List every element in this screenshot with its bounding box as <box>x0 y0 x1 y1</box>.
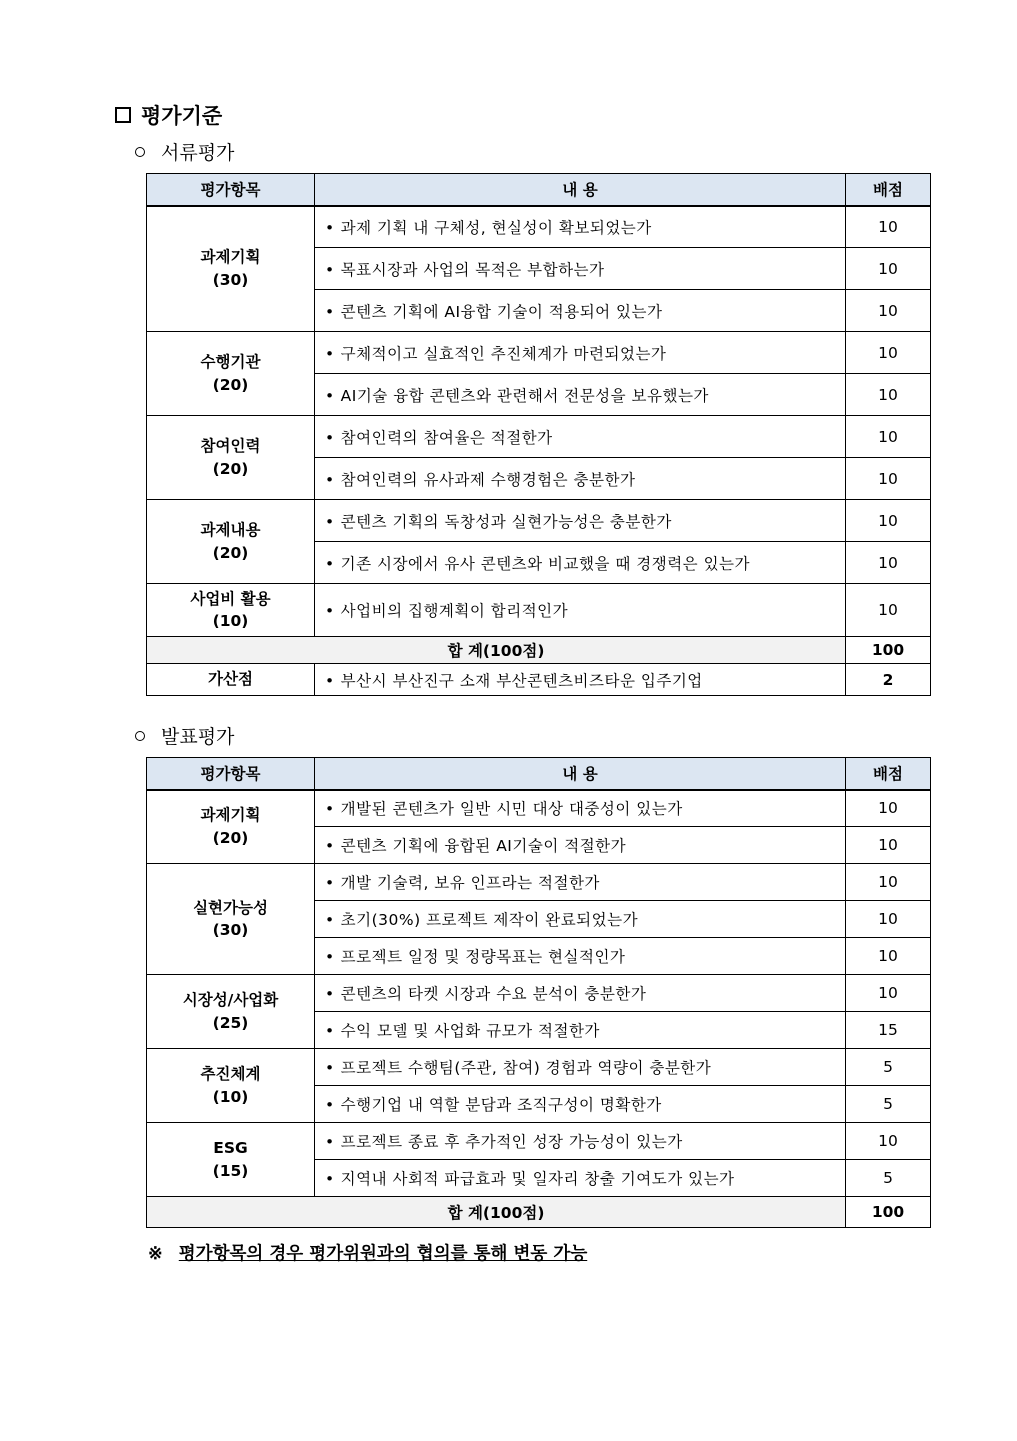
criterion-cell <box>315 206 846 248</box>
bullet-icon: • <box>325 470 335 489</box>
criterion-cell <box>315 1012 846 1049</box>
score-cell: 5 <box>846 1049 931 1086</box>
criterion-text: 초기(30%) 프로젝트 제작이 완료되었는가 <box>340 911 639 929</box>
criterion-text: 기존 시장에서 유사 콘텐츠와 비교했을 때 경쟁력은 있는가 <box>340 554 750 573</box>
score-cell: 10 <box>846 332 931 374</box>
table-row <box>147 790 931 827</box>
category-points: (20) <box>212 543 249 562</box>
section-title-text: 평가기준 <box>141 103 223 128</box>
bullet-icon: • <box>325 948 335 966</box>
score-cell: 10 <box>846 248 931 290</box>
score-cell: 10 <box>846 827 931 864</box>
criterion-cell <box>315 827 846 864</box>
table-row <box>147 975 931 1012</box>
table-row <box>147 1123 931 1160</box>
category-points: (25) <box>212 1013 249 1032</box>
criterion-text: 지역내 사회적 파급효과 및 일자리 창출 기여도가 있는가 <box>340 1170 735 1188</box>
criterion-cell <box>315 458 846 500</box>
category-cell <box>147 975 315 1049</box>
table-row <box>147 1049 931 1086</box>
score-cell: 10 <box>846 416 931 458</box>
category-points: (20) <box>212 828 249 847</box>
criterion-cell <box>315 290 846 332</box>
criterion-text: 콘텐츠 기획에 융합된 AI기술이 적절한가 <box>340 837 627 855</box>
category-name: 참여인력 <box>200 437 261 456</box>
bullet-icon: • <box>325 1170 335 1188</box>
bonus-row <box>147 664 931 696</box>
bonus-name: 가산점 <box>147 664 315 696</box>
criterion-text: 콘텐츠의 타켓 시장과 수요 분석이 충분한가 <box>340 985 647 1003</box>
bullet-icon: • <box>325 554 335 573</box>
criterion-text: 프로젝트 일정 및 정량목표는 현실적인가 <box>340 948 626 966</box>
bullet-icon: • <box>325 985 335 1003</box>
category-cell <box>147 500 315 584</box>
note-text: 평가항목의 경우 평가위원과의 협의를 통해 변동 가능 <box>178 1244 588 1264</box>
category-name: 사업비 활용 <box>190 589 271 608</box>
criterion-cell <box>315 416 846 458</box>
category-points: (20) <box>212 459 249 478</box>
criterion-cell <box>315 1123 846 1160</box>
category-name: 추진체계 <box>200 1065 261 1084</box>
bullet-icon: • <box>325 671 335 690</box>
criterion-text: 수행기업 내 역할 분담과 조직구성이 명확한가 <box>340 1096 662 1114</box>
criterion-text: 프로젝트 종료 후 추가적인 성장 가능성이 있는가 <box>340 1133 683 1151</box>
bullet-icon: • <box>325 344 335 363</box>
total-label: 합 계(100점) <box>147 637 846 664</box>
score-cell: 10 <box>846 975 931 1012</box>
table-header-row <box>147 174 931 206</box>
total-label: 합 계(100점) <box>147 1197 846 1228</box>
score-cell: 10 <box>846 206 931 248</box>
criterion-cell <box>315 542 846 584</box>
criterion-cell <box>315 332 846 374</box>
bullet-icon: • <box>325 874 335 892</box>
criterion-text: 과제 기획 내 구체성, 현실성이 확보되었는가 <box>340 218 652 237</box>
header-content: 내 용 <box>315 758 846 790</box>
criterion-cell <box>315 790 846 827</box>
criterion-cell <box>315 1049 846 1086</box>
score-cell: 10 <box>846 374 931 416</box>
total-row <box>147 637 931 664</box>
category-cell <box>147 206 315 332</box>
bullet-icon: • <box>325 911 335 929</box>
category-name: 수행기관 <box>200 353 261 372</box>
note-mark: ※ <box>148 1244 163 1264</box>
doc-review-subtitle <box>135 138 234 165</box>
score-cell: 10 <box>846 584 931 637</box>
bullet-icon: • <box>325 800 335 819</box>
bullet-icon: • <box>325 602 335 620</box>
category-name: 실현가능성 <box>193 898 268 917</box>
presentation-table <box>146 757 931 1228</box>
category-cell <box>147 864 315 975</box>
score-cell: 10 <box>846 901 931 938</box>
table-row <box>147 332 931 374</box>
category-cell <box>147 1049 315 1123</box>
score-cell: 10 <box>846 458 931 500</box>
criterion-text: 참여인력의 유사과제 수행경험은 충분한가 <box>340 470 636 489</box>
category-name: 과제내용 <box>200 521 261 540</box>
criterion-cell <box>315 1086 846 1123</box>
table-row <box>147 500 931 542</box>
criterion-text: 개발된 콘텐츠가 일반 시민 대상 대중성이 있는가 <box>340 800 683 819</box>
criterion-text: 콘텐츠 기획의 독창성과 실현가능성은 충분한가 <box>340 512 672 531</box>
category-points: (10) <box>212 612 249 630</box>
header-score: 배점 <box>846 174 931 206</box>
score-cell: 10 <box>846 938 931 975</box>
section-title <box>115 100 222 130</box>
criterion-text: 개발 기술력, 보유 인프라는 적절한가 <box>340 874 600 892</box>
table-row <box>147 864 931 901</box>
category-cell <box>147 416 315 500</box>
category-points: (15) <box>212 1161 249 1180</box>
criterion-cell <box>315 938 846 975</box>
category-name: 과제기획 <box>200 248 261 267</box>
criterion-text: 구체적이고 실효적인 추진체계가 마련되었는가 <box>340 344 667 363</box>
presentation-subtitle <box>135 722 234 749</box>
table-row <box>147 584 931 637</box>
criterion-cell <box>315 1160 846 1197</box>
criterion-cell <box>315 248 846 290</box>
criterion-cell <box>315 901 846 938</box>
bullet-icon: • <box>325 1022 335 1040</box>
bullet-icon: • <box>325 512 335 531</box>
category-name: 시장성/사업화 <box>182 991 279 1010</box>
score-cell: 5 <box>846 1160 931 1197</box>
bonus-text: 부산시 부산진구 소재 부산콘텐츠비즈타운 입주기업 <box>340 671 703 690</box>
bonus-content <box>315 664 846 696</box>
bullet-icon: • <box>325 386 335 405</box>
category-name: 과제기획 <box>200 806 261 825</box>
criterion-text: AI기술 융합 콘텐츠와 관련해서 전문성을 보유했는가 <box>340 386 709 405</box>
header-content: 내 용 <box>315 174 846 206</box>
category-cell <box>147 790 315 864</box>
bullet-icon: • <box>325 837 335 855</box>
score-cell: 5 <box>846 1086 931 1123</box>
bullet-icon: • <box>325 1133 335 1151</box>
score-cell: 10 <box>846 864 931 901</box>
table-row <box>147 206 931 248</box>
criterion-cell <box>315 975 846 1012</box>
bullet-icon: • <box>325 302 335 321</box>
criterion-text: 참여인력의 참여율은 적절한가 <box>340 428 553 447</box>
score-cell: 10 <box>846 790 931 827</box>
criterion-cell <box>315 374 846 416</box>
doc-review-subtitle-text: 서류평가 <box>161 142 235 164</box>
total-score: 100 <box>846 637 931 664</box>
score-cell: 10 <box>846 290 931 332</box>
score-cell: 10 <box>846 1123 931 1160</box>
category-points: (30) <box>212 921 249 939</box>
criterion-cell <box>315 584 846 637</box>
table-header-row <box>147 758 931 790</box>
criterion-text: 목표시장과 사업의 목적은 부합하는가 <box>340 260 605 279</box>
bullet-icon: • <box>325 428 335 447</box>
doc-review-table <box>146 173 931 696</box>
category-name: ESG <box>213 1139 248 1158</box>
bonus-score: 2 <box>846 664 931 696</box>
circle-bullet-icon <box>135 147 145 157</box>
category-points: (30) <box>212 270 249 289</box>
category-points: (20) <box>212 375 249 394</box>
score-cell: 10 <box>846 500 931 542</box>
circle-bullet-icon <box>135 731 145 741</box>
criterion-cell <box>315 864 846 901</box>
square-bullet-icon <box>115 107 131 123</box>
score-cell: 10 <box>846 542 931 584</box>
category-cell <box>147 584 315 637</box>
header-category: 평가항목 <box>147 758 315 790</box>
table-row <box>147 416 931 458</box>
presentation-subtitle-text: 발표평가 <box>161 726 235 748</box>
bullet-icon: • <box>325 1096 335 1114</box>
note <box>148 1240 587 1265</box>
header-score: 배점 <box>846 758 931 790</box>
bullet-icon: • <box>325 218 335 237</box>
category-cell <box>147 1123 315 1197</box>
criterion-text: 사업비의 집행계획이 합리적인가 <box>340 602 569 620</box>
criterion-text: 프로젝트 수행팀(주관, 참여) 경험과 역량이 충분한가 <box>340 1059 712 1077</box>
category-cell <box>147 332 315 416</box>
criterion-text: 콘텐츠 기획에 AI융합 기술이 적용되어 있는가 <box>340 302 663 321</box>
category-points: (10) <box>212 1087 249 1106</box>
total-score: 100 <box>846 1197 931 1228</box>
score-cell: 15 <box>846 1012 931 1049</box>
bullet-icon: • <box>325 260 335 279</box>
total-row <box>147 1197 931 1228</box>
criterion-cell <box>315 500 846 542</box>
criterion-text: 수익 모델 및 사업화 규모가 적절한가 <box>340 1022 600 1040</box>
header-category: 평가항목 <box>147 174 315 206</box>
bullet-icon: • <box>325 1059 335 1077</box>
